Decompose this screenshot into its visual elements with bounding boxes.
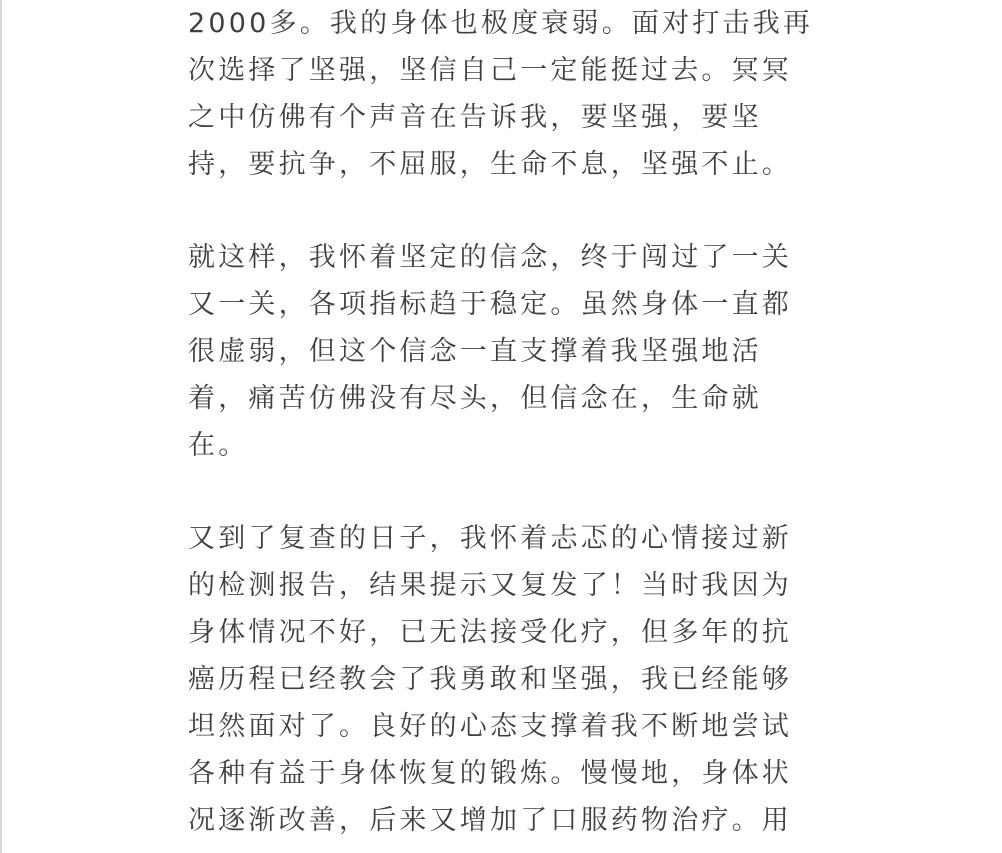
text-line: 2000多。我的身体也极度衰弱。面对打击我再 [188, 8, 814, 39]
text-line: 癌历程已经教会了我勇敢和坚强，我已经能够 [188, 664, 792, 695]
text-line: 之中仿佛有个声音在告诉我，要坚强，要坚 [188, 102, 762, 133]
paragraph [188, 0, 828, 188]
text-line: 的检测报告，结果提示又复发了！当时我因为 [188, 570, 792, 601]
text-line: 况逐渐改善，后来又增加了口服药物治疗。用 [188, 805, 792, 836]
text-line: 各种有益于身体恢复的锻炼。慢慢地，身体状 [188, 758, 792, 789]
text-line: 很虚弱，但这个信念一直支撑着我坚强地活 [188, 336, 762, 367]
left-border-line [0, 0, 2, 853]
text-line: 着，痛苦仿佛没有尽头，但信念在，生命就 [188, 383, 762, 414]
paragraph [188, 234, 828, 469]
article-body [188, 0, 828, 844]
text-line: 次选择了坚强，坚信自己一定能挺过去。冥冥 [188, 55, 792, 86]
text-line: 又到了复查的日子，我怀着忐忑的心情接过新 [188, 523, 792, 554]
paragraph [188, 515, 828, 844]
text-line: 就这样，我怀着坚定的信念，终于闯过了一关 [188, 242, 792, 273]
text-line: 又一关，各项指标趋于稳定。虽然身体一直都 [188, 289, 792, 320]
text-line: 坦然面对了。良好的心态支撑着我不断地尝试 [188, 711, 792, 742]
text-line: 持，要抗争，不屈服，生命不息，坚强不止。 [188, 149, 792, 180]
paragraph-spacer [188, 188, 828, 234]
paragraph-spacer [188, 469, 828, 515]
text-line: 身体情况不好，已无法接受化疗，但多年的抗 [188, 617, 792, 648]
text-line: 在。 [188, 430, 249, 461]
